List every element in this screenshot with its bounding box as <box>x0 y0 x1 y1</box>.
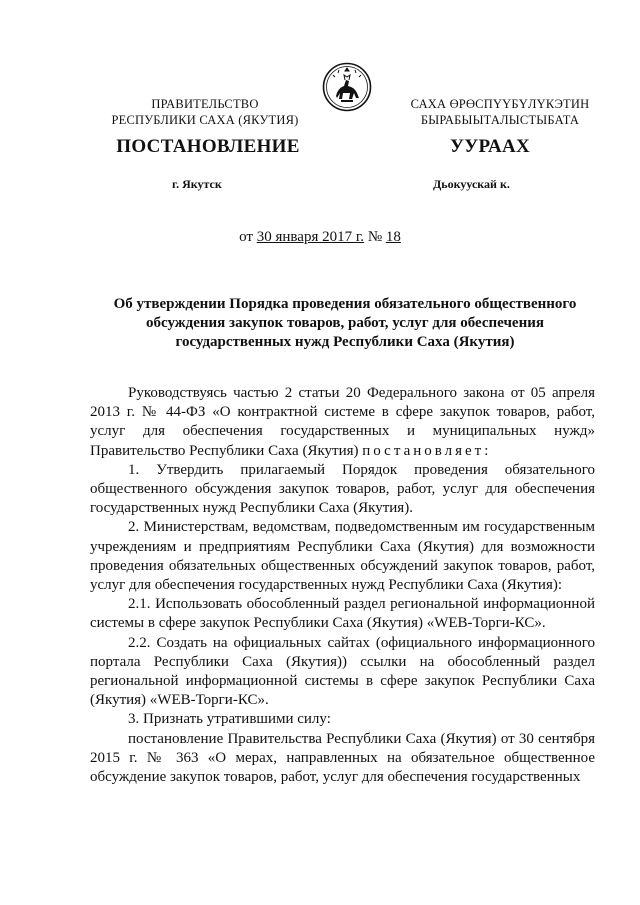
document-number: 18 <box>385 229 401 245</box>
date-prefix: от <box>239 229 253 245</box>
paragraph-3-item: постановление Правительства Республики Саха (Якутия) от 30 сентября 2015 г. № 363 «О мерах, направленных на обязательное общественное обсуждение закупок товаров, работ, услуг для обеспечения государственных <box>90 730 595 786</box>
government-name-line1: ПРАВИТЕЛЬСТВО <box>151 97 259 111</box>
document-type-ru: ПОСТАНОВЛЕНИЕ <box>116 136 300 157</box>
government-name-sakha-line1: САХА ӨРӨСПҮҮБҮЛҮКЭТИН <box>410 97 590 111</box>
title-line-1: Об утверждении Порядка проведения обязательного общественного <box>113 296 577 312</box>
coat-of-arms-icon <box>322 62 372 112</box>
document-date-line <box>0 229 640 246</box>
document-type-sakha: УУРААХ <box>449 136 531 157</box>
city-sakha: Дьокуускай к. <box>433 177 510 191</box>
government-name-ru <box>100 96 310 128</box>
resolves-word: постановляет: <box>362 442 492 459</box>
government-name-sakha <box>380 96 620 128</box>
government-name-line2: РЕСПУБЛИКИ САХА (ЯКУТИЯ) <box>111 113 299 127</box>
city-ru: г. Якутск <box>172 177 222 191</box>
document-title <box>95 295 595 352</box>
document-body <box>90 384 595 787</box>
title-line-2: обсуждения закупок товаров, работ, услуг для обеспечения <box>146 315 544 331</box>
paragraph-2-2: 2.2. Создать на официальных сайтах (официального информационного портала Республики Саха (Якутия)) ссылки на обособленный раздел региональной информационной системы в сфере закупок Республики Саха (Якутия) «WEB-Торги-КС». <box>90 634 595 709</box>
document-date: 30 января 2017 г. <box>256 229 365 245</box>
paragraph-preamble <box>90 384 595 461</box>
government-name-sakha-line2: БЫРАБЫЫТАЛЫСТЫБАТА <box>420 113 580 127</box>
preamble-text: Руководствуясь частью 2 статьи 20 Федерального закона от 05 апреля 2013 г. № 44-ФЗ «О контрактной системе в сфере закупок товаров, работ, услуг для обеспечения государственных и муниципальных нужд» Правительство Республики Саха (Якутия) <box>90 385 595 459</box>
paragraph-2: 2. Министерствам, ведомствам, подведомственным им государственным учреждениям и предприятиям Республики Саха (Якутия) для возможности проведения обязательных общественных обсуждений закупок товаров, работ, услуг для обеспечения государственных нужд Республики Саха (Якутия): <box>90 519 595 594</box>
title-line-3: государственных нужд Республики Саха (Якутия) <box>175 334 515 350</box>
number-label: № <box>367 229 383 245</box>
paragraph-2-1: 2.1. Использовать обособленный раздел региональной информационной системы в сфере закупок Республики Саха (Якутия) «WEB-Торги-КС». <box>90 596 595 632</box>
paragraph-1: 1. Утвердить прилагаемый Порядок проведения обязательного общественного обсуждения закупок товаров, работ, услуг для обеспечения государственных нужд Республики Саха (Якутия). <box>90 461 595 517</box>
paragraph-3: 3. Признать утратившими силу: <box>128 711 331 728</box>
